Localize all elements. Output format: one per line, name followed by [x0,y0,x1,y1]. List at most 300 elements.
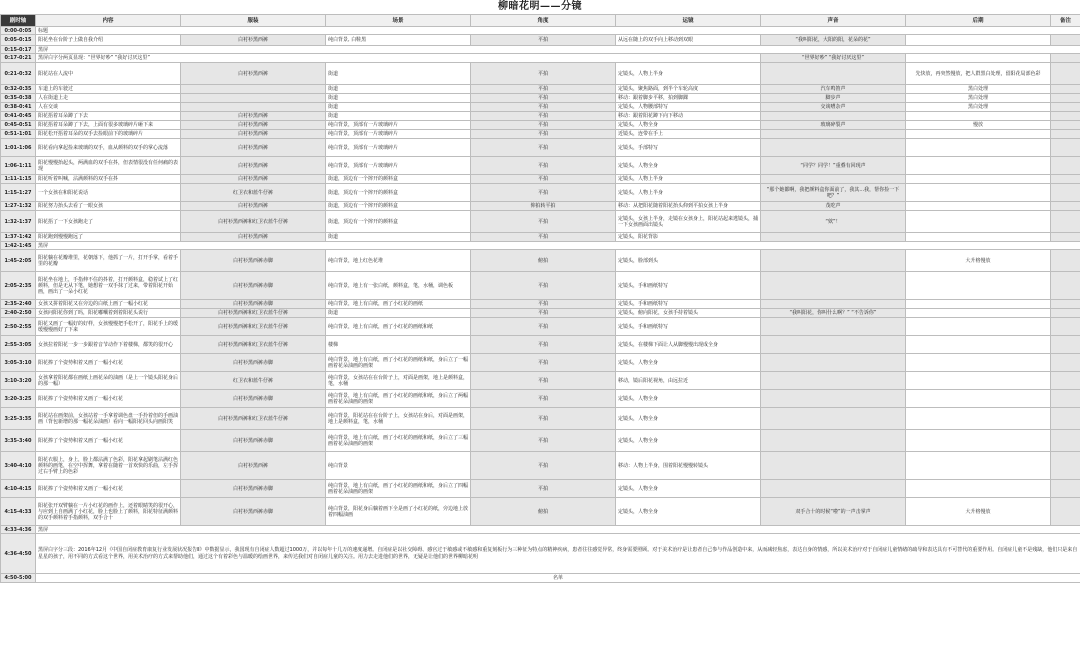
content-cell: 阳花松开捂着耳朵的双手去捡眼前下的玻璃碎片 [36,130,181,139]
costume-cell: 红卫衣和蓝牛仔裤 [181,184,326,202]
angle-cell: 平拍 [471,272,616,300]
costume-cell: 白衬衫黑西裤 [181,112,326,121]
time-cell: 3:25-3:35 [1,408,36,430]
post-cell [906,130,1051,139]
camera-cell: 定镜头，人物上半身 [616,63,761,85]
scene-cell: 纯白背景, 白鞋黑 [326,35,471,46]
note-cell [1051,121,1080,130]
scene-cell: 街道，顶边有一个摔开的颜料盒 [326,184,471,202]
table-row [1,139,1080,157]
table-row [1,103,1080,112]
camera-cell: 定镜头，人物上半身 [616,184,761,202]
post-cell [906,211,1051,233]
time-cell: 0:15-0:17 [1,46,36,54]
camera-cell: 近镜头，连带在手上 [616,130,761,139]
time-cell: 0:35-0:38 [1,94,36,103]
content-cell: 阳花看向拿起捡来玻璃的双手，血从颜料的双手的掌心流落 [36,139,181,157]
table-row [1,430,1080,452]
table-row [1,480,1080,498]
time-cell: 3:35-3:40 [1,430,36,452]
note-cell [1051,498,1080,526]
content-cell: 车道上的车驶过 [36,85,181,94]
note-cell [1051,94,1080,103]
time-cell: 3:05-3:10 [1,354,36,372]
time-cell: 1:42-1:45 [1,242,36,250]
camera-cell: 定镜头，人物全身 [616,408,761,430]
time-cell: 4:15-4:33 [1,498,36,526]
sound-cell [761,233,906,242]
sound-cell: 茂吃声 [761,202,906,211]
time-cell: 2:35-2:40 [1,300,36,309]
sound-cell [761,372,906,390]
post-cell [906,139,1051,157]
content-cell: 人在交谈 [36,103,181,112]
angle-cell: 平拍 [471,372,616,390]
table-row [1,309,1080,318]
table-row [1,35,1080,46]
camera-cell: 定镜头，手和画纸特写 [616,272,761,300]
costume-cell: 白衬衫黑西裤赤脚 [181,498,326,526]
span-text-cell: 名单 [36,574,1080,583]
note-cell [1051,354,1080,372]
time-cell: 1:11-1:15 [1,175,36,184]
content-cell: 阳花坐在台阶子上做自我介绍 [36,35,181,46]
time-cell: 2:40-2:50 [1,309,36,318]
post-cell [906,202,1051,211]
costume-cell [181,94,326,103]
angle-cell: 平拍 [471,94,616,103]
header-content: 内容 [36,15,181,27]
costume-cell: 白衬衫黑西裤 [181,157,326,175]
costume-cell: 白衬衫黑西裤赤脚 [181,300,326,309]
angle-cell: 平拍 [471,139,616,157]
note-cell [1051,272,1080,300]
camera-cell: 定镜头，女孩上半身，走镜在女孩身上，阳花站起来逃镜头，捕一下女孩画面出镜头 [616,211,761,233]
camera-cell: 定镜头，人物腰部特写 [616,103,761,112]
table-row [1,372,1080,390]
header-scene: 场景 [326,15,471,27]
note-cell [1051,300,1080,309]
content-cell: 阳花张开双臂躺在一片小红花的画作上，还着眼睛笑的很开心，与应到上自画满了小红花，脸上也脸上了颜料，阳花特征满颜料的双手颜料着手指颜料，双手合十 [36,498,181,526]
header-angle: 角度 [471,15,616,27]
costume-cell: 白衬衫黑西裤赤脚 [181,354,326,372]
angle-cell: 平拍 [471,452,616,480]
scene-cell: 街道 [326,103,471,112]
time-cell: 3:10-3:20 [1,372,36,390]
angle-cell: 平拍 [471,408,616,430]
content-cell: 人在街道上走 [36,94,181,103]
span-text-cell: 黑屏 [36,46,1080,54]
content-cell: 阳花努力抬头去看了一眼女孩 [36,202,181,211]
note-cell [1051,202,1080,211]
time-cell: 4:36-4:50 [1,534,36,574]
angle-cell: 平拍 [471,336,616,354]
table-row [1,27,1080,35]
post-cell [906,112,1051,121]
camera-cell: 定镜头，人物全身 [616,498,761,526]
table-row [1,175,1080,184]
content-cell: 女孩拉着阳花一步一步跟着音节动作下着楼梯，都笑的很开心 [36,336,181,354]
scene-cell: 纯白背景 [326,452,471,480]
camera-cell: 移动：跟着阳花蹲下向下移动 [616,112,761,121]
angle-cell: 平拍 [471,430,616,452]
content-cell: 阳花捂着耳朵蹲了下去 [36,112,181,121]
camera-cell: 定镜头，人物上半身 [616,175,761,184]
angle-cell: 平拍 [471,233,616,242]
post-cell [906,272,1051,300]
table-row [1,202,1080,211]
span-text-cell: 标题 [36,27,1080,35]
camera-cell: 定镜头，阳花背影 [616,233,761,242]
note-cell [1051,390,1080,408]
content-cell: 阳花跑到慢慢跑远了 [36,233,181,242]
sound-cell [761,112,906,121]
sound-cell [761,354,906,372]
scene-cell: 街道 [326,63,471,85]
post-cell: 先快放，再突然慢放，把人群黑白处理，留阳花局部色彩 [906,63,1051,85]
angle-cell: 平拍 [471,480,616,498]
angle-cell: 平拍 [471,85,616,94]
table-row [1,534,1080,574]
header-costume: 服装 [181,15,326,27]
costume-cell: 白衬衫黑西裤和红卫衣蓝牛仔裤 [181,211,326,233]
scene-cell: 纯白背景，地上有白纸，画了小红花的画纸和纸，身后立了三幅画着花朵油画的画架 [326,430,471,452]
header-post: 后期 [906,15,1051,27]
note-cell [1051,408,1080,430]
scene-cell: 纯白背景，阳花站在在台阶子上，女孩站在身后，对面是画架，地上是颜料盒，笔，水桶 [326,408,471,430]
post-cell [906,408,1051,430]
table-row [1,94,1080,103]
angle-cell: 平拍 [471,354,616,372]
scene-cell: 街道 [326,309,471,318]
content-cell: 阳花坐在地上，手指伸不住的抖着，打开颜料盒，稳着试上了红颜料，但是无从下笔，她想着一双手抹了过来，带着阳花开始画，画出了一朵小红花 [36,272,181,300]
post-cell [906,54,1051,63]
post-cell: 黑白处理 [906,94,1051,103]
note-cell [1051,35,1080,46]
note-cell [1051,184,1080,202]
camera-cell: 定镜头，手和画纸特写 [616,300,761,309]
note-cell [1051,63,1080,85]
costume-cell [181,103,326,112]
camera-cell: 定镜头，聚焦路面，到半个车轮高度 [616,85,761,94]
post-cell [906,452,1051,480]
table-row [1,46,1080,54]
costume-cell: 白衬衫黑西裤赤脚 [181,390,326,408]
sound-cell: 交谈嘈杂声 [761,103,906,112]
scene-cell: 街道 [326,85,471,94]
camera-cell: 定镜头，人物全身 [616,354,761,372]
scene-cell: 纯白背景，女孩站在在台阶子上，对面是画架，地上是颜料盒，笔，水桶 [326,372,471,390]
content-cell: 阳花听着叫喊，沾满颜料的双手在抖 [36,175,181,184]
post-cell [906,175,1051,184]
note-cell [1051,54,1080,63]
time-cell: 0:05-0:15 [1,35,36,46]
time-cell: 0:21-0:32 [1,63,36,85]
post-cell [906,430,1051,452]
note-cell [1051,336,1080,354]
camera-cell: 定镜头，手和画纸特写 [616,318,761,336]
costume-cell: 白衬衫黑西裤 [181,63,326,85]
storyboard-table [0,14,1080,583]
sound-cell [761,272,906,300]
closing-text-cell: 黑屏白字分三段：2016年12月《中国自闭症教育康复行业发展状况报告Ⅱ》中数据显示，我国现有自闭症人数超过1000万，并以每年十几万的速度递增。自闭症是以社交障碍、感官过于敏感或不敏感和重复刻板行为三种征为特点的精神疾病，患者往往感觉异常，终身需要照顾。对于美术治疗是让患者自己参与作品创造中来，从而减轻焦虑，表达自身的情感，所以美术治疗对于自闭症儿童情绪的疏导和表达具有不可替代的重要作用。自闭症儿童不是残缺，他们只是来自星星的孩子，用不同的方式看这个世界，用美术治疗的方式来帮助他们，通过这个有着彩色与温暖的绘画世界，来传达我们对自闭症儿童的关注。用力去走进他们的世界，无疑是让他们的世界柳暗花明 [36,534,1080,574]
camera-cell: 从远在随上的双手向上移动到双眼 [616,35,761,46]
time-cell: 4:10-4:15 [1,480,36,498]
span-text-cell: 黑屏白字分两页显现：“世界好吵” “我好讨厌这里” [36,54,761,63]
camera-cell: 移动：从把阳花随着阳花抬头仰到平拍女孩上半身 [616,202,761,211]
angle-cell: 平拍 [471,175,616,184]
angle-cell: 平拍 [471,318,616,336]
sound-cell [761,390,906,408]
angle-cell: 俯拍 [471,250,616,272]
sound-cell: 脚步声 [761,94,906,103]
sound-cell: “我叫阳花，你叫什么啊？” “不告诉你” [761,309,906,318]
angle-cell: 平拍 [471,300,616,309]
costume-cell: 白衬衫黑西裤和红卫衣蓝牛仔裤 [181,408,326,430]
content-cell: 阳花站在画架前，女孩站着一手拿着调色盘一手拎着但的手画油画（背包新增的那一幅花朵油画）看向一幅阳花回头向画阳笑 [36,408,181,430]
table-row [1,300,1080,309]
note-cell [1051,211,1080,233]
table-row [1,233,1080,242]
scene-cell: 街道 [326,233,471,242]
scene-cell: 纯白背景，阳花身后躺着画下全是画了小红花的纸，旁边地上放着四幅油画 [326,498,471,526]
post-cell [906,309,1051,318]
content-cell: 阳花站在人流中 [36,63,181,85]
scene-cell: 街道，顶边有一个摔开的颜料盒 [326,211,471,233]
post-cell [906,157,1051,175]
note-cell [1051,452,1080,480]
sound-cell [761,175,906,184]
costume-cell: 白衬衫黑西裤 [181,35,326,46]
post-cell [906,318,1051,336]
post-cell: 大升格慢放 [906,250,1051,272]
camera-cell: 移动：人物上半身，围着阳花慢慢转镜头 [616,452,761,480]
content-cell: 阳花捧了个姿势积着又画了一幅小红花 [36,390,181,408]
note-cell [1051,372,1080,390]
sound-cell: 玻璃碎裂声 [761,121,906,130]
costume-cell: 白衬衫黑西裤 [181,175,326,184]
costume-cell: 白衬衫黑西裤 [181,130,326,139]
sound-cell [761,408,906,430]
scene-cell: 纯白背景，地上有白纸，画了小红花的画纸 [326,300,471,309]
post-cell [906,372,1051,390]
post-cell [906,300,1051,309]
header-sound: 声音 [761,15,906,27]
post-cell [906,390,1051,408]
content-cell: 阳花又画了一幅好的好样，女孩慢慢把手松开了，阳花手上的缓缓慢慢画好了下来 [36,318,181,336]
time-cell: 3:40-4:10 [1,452,36,480]
time-cell: 1:01-1:06 [1,139,36,157]
post-cell [906,354,1051,372]
table-row [1,498,1080,526]
sound-cell: “世界好吵” “我好讨厌这里” [761,54,906,63]
time-cell: 1:15-1:27 [1,184,36,202]
time-cell: 2:05-2:35 [1,272,36,300]
note-cell [1051,430,1080,452]
note-cell [1051,250,1080,272]
time-cell: 1:06-1:11 [1,157,36,175]
sound-cell: “欸”！ [761,211,906,233]
costume-cell: 白衬衫黑西裤 [181,121,326,130]
content-cell: 阳花捧了个姿势积着又画了一幅小红花 [36,354,181,372]
sound-cell [761,130,906,139]
span-text-cell: 黑屏 [36,526,1080,534]
time-cell: 0:00-0:05 [1,27,36,35]
table-row [1,336,1080,354]
post-cell [906,336,1051,354]
time-cell: 0:41-0:45 [1,112,36,121]
camera-cell: 定镜头，人物全身 [616,121,761,130]
time-cell: 1:27-1:32 [1,202,36,211]
sound-cell: “同学？同学！”重叠有回现声 [761,157,906,175]
angle-cell: 平拍 [471,112,616,121]
note-cell [1051,318,1080,336]
table-row [1,121,1080,130]
sound-cell [761,480,906,498]
camera-cell: 定镜头，人物全身 [616,390,761,408]
table-row [1,354,1080,372]
angle-cell: 平拍 [471,390,616,408]
costume-cell: 白衬衫黑西裤赤脚 [181,250,326,272]
time-cell: 2:50-2:55 [1,318,36,336]
sheet-title: 柳暗花明——分镜 [498,1,582,12]
scene-cell: 纯白背景，地上有一张白纸，颜料盒，笔，水桶，调色板 [326,272,471,300]
table-row [1,63,1080,85]
sound-cell [761,300,906,309]
costume-cell: 白衬衫黑西裤和红卫衣蓝牛仔裤 [181,318,326,336]
sound-cell: 汽车鸣笛声 [761,85,906,94]
note-cell [1051,233,1080,242]
camera-cell: 定镜头，在楼梯下面让人从脚慢慢出现成全身 [616,336,761,354]
sound-cell [761,250,906,272]
angle-cell: 平拍 [471,35,616,46]
angle-cell: 平拍 [471,121,616,130]
table-row [1,54,1080,63]
content-cell: 阳花慢慢抬起头，两满血的双手在抖，但表情很没有任何痛的表现 [36,157,181,175]
post-cell [906,480,1051,498]
table-row [1,250,1080,272]
post-cell [906,35,1051,46]
time-cell: 4:33-4:36 [1,526,36,534]
content-cell: 女孩又拼着阳花又在旁边的白纸上画了一幅小红花 [36,300,181,309]
sound-cell [761,452,906,480]
camera-cell: 定镜头，人物全身 [616,480,761,498]
table-row [1,242,1080,250]
table-row [1,184,1080,202]
scene-cell: 纯白背景，顶部有一片玻璃碎片 [326,121,471,130]
note-cell [1051,139,1080,157]
time-cell: 0:51-1:01 [1,130,36,139]
time-cell: 4:50-5:00 [1,574,36,583]
span-text-cell: 黑屏 [36,242,1080,250]
note-cell [1051,175,1080,184]
sound-cell [761,336,906,354]
scene-cell: 纯白背景，地上红色花堆 [326,250,471,272]
angle-cell: 平拍 [471,309,616,318]
table-row [1,452,1080,480]
time-cell: 1:32-1:37 [1,211,36,233]
time-cell: 0:45-0:51 [1,121,36,130]
content-cell: 女孩拿着阳花都在画纸上画花朵的油画（是上一个镜头阳花身后的那一幅） [36,372,181,390]
camera-cell: 移动，镜后阳花视角，由远拉近 [616,372,761,390]
scene-cell: 街道，顶边有一个摔开的颜料盒 [326,175,471,184]
table-row [1,390,1080,408]
sound-cell: 双手合十的时候“啦”的一声击掌声 [761,498,906,526]
scene-cell: 街道 [326,94,471,103]
sound-cell: “我叫阳花，大阳的阳，花朵的花” [761,35,906,46]
content-cell: 阳花捧了个姿势积着又画了一幅小红花 [36,480,181,498]
scene-cell: 纯白背景，地上有白纸，画了小红花的画纸和纸，身后立了四幅画着花朵油画的画架 [326,480,471,498]
camera-cell: 定镜头，手部特写 [616,139,761,157]
costume-cell: 白衬衫黑西裤和红卫衣蓝牛仔裤 [181,336,326,354]
angle-cell: 平拍 [471,130,616,139]
content-cell: 阳花衣服上，身上，脸上都沾满了色彩，阳花拿起刷笔沾满红色颜料的画笔，在空中挥舞，拿着在随着一首欢快的乐曲，左手挥过右手臂上的色彩 [36,452,181,480]
time-cell: 0:32-0:35 [1,85,36,94]
camera-cell: 定镜头，脸部到头 [616,250,761,272]
costume-cell: 白衬衫黑西裤赤脚 [181,480,326,498]
scene-cell: 街道 [326,112,471,121]
scene-cell: 纯白背景，顶部有一片玻璃碎片 [326,139,471,157]
content-cell: 阳花躺在花瓣堆里，花朝落下，他抓了一片，打开手掌，看着手里的花瓣 [36,250,181,272]
scene-cell: 纯白背景，顶部有一片玻璃碎片 [326,130,471,139]
table-row [1,85,1080,94]
time-cell: 1:45-2:05 [1,250,36,272]
angle-cell: 俯拍 [471,498,616,526]
costume-cell: 白衬衫黑西裤和红卫衣蓝牛仔裤 [181,309,326,318]
time-cell: 2:55-3:05 [1,336,36,354]
post-cell [906,184,1051,202]
note-cell [1051,103,1080,112]
time-cell: 3:20-3:25 [1,390,36,408]
content-cell: 女孩问阳花你到了吗，阳花嘟囔着到着阳花头说行 [36,309,181,318]
table-row [1,574,1080,583]
camera-cell: 定镜头，人物全身 [616,430,761,452]
content-cell: 阳花捧了个姿势积着又画了一幅小红花 [36,430,181,452]
scene-cell: 纯白背景，地上有白纸，画了小红花的画纸和纸 [326,318,471,336]
angle-cell: 平拍 [471,63,616,85]
table-row [1,526,1080,534]
sound-cell: “那个她都啊，我把颜料盒你面前了，我其...我，帮你捡一下吧？” [761,184,906,202]
time-cell: 1:37-1:42 [1,233,36,242]
sound-cell [761,430,906,452]
costume-cell: 白衬衫黑西裤 [181,233,326,242]
content-cell: 一个女孩在和阳花说话 [36,184,181,202]
header-time: 剧时轴 [1,15,36,27]
sound-cell [761,318,906,336]
angle-cell: 平拍 [471,157,616,175]
scene-cell: 楼梯 [326,336,471,354]
costume-cell: 白衬衫黑西裤 [181,139,326,157]
sound-cell [761,63,906,85]
post-cell [906,233,1051,242]
note-cell [1051,157,1080,175]
costume-cell: 白衬衫黑西裤 [181,452,326,480]
table-row [1,272,1080,300]
scene-cell: 纯白背景，地上有白纸，画了小红花的画纸和纸，身后立了一幅画着花朵油画的画架 [326,354,471,372]
table-row [1,112,1080,121]
angle-cell: 平拍 [471,103,616,112]
note-cell [1051,130,1080,139]
angle-cell: 平拍 [471,184,616,202]
angle-cell: 平拍 [471,211,616,233]
angle-cell: 仰拍转平拍 [471,202,616,211]
time-cell: 0:17-0:21 [1,54,36,63]
table-row [1,211,1080,233]
costume-cell: 白衬衫黑西裤赤脚 [181,272,326,300]
camera-cell: 定镜头，俯向阳花，女孩手持着镜头 [616,309,761,318]
table-body [1,27,1080,583]
scene-cell: 街道，顶边有一个摔开的颜料盒 [326,202,471,211]
